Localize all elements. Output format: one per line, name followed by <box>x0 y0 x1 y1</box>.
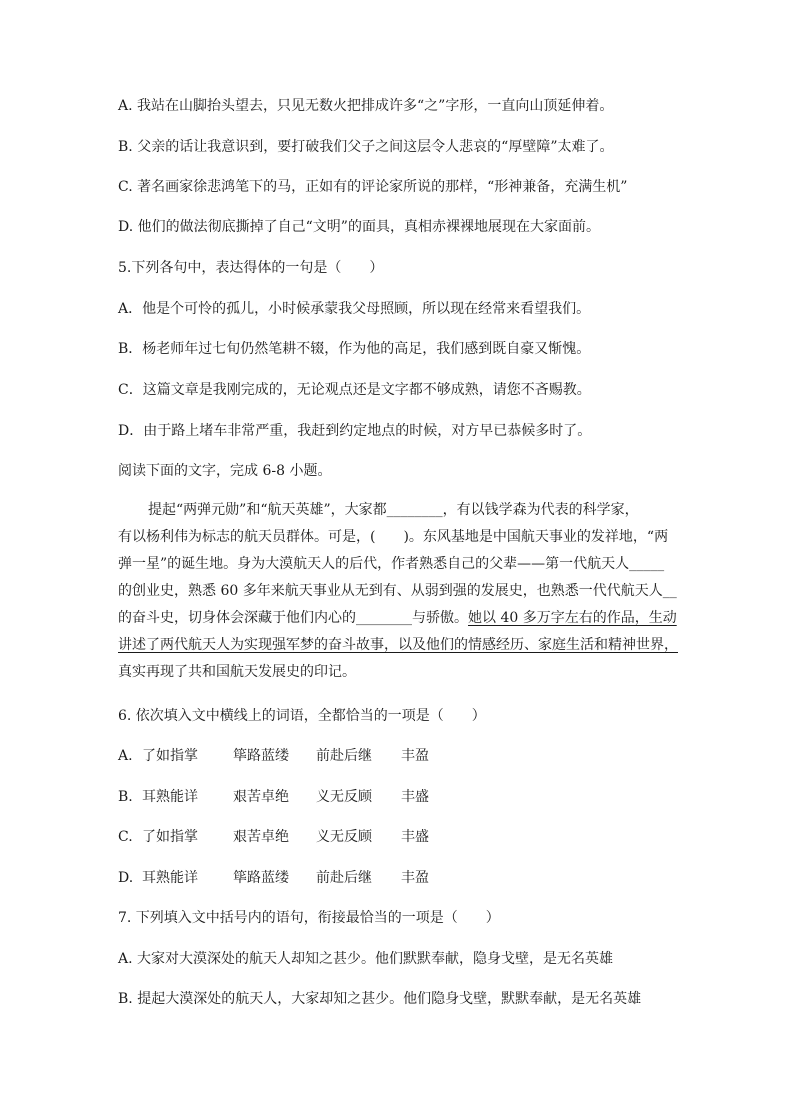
q4-option-a: A. 我站在山脚抬头望去，只见无数火把排成许多“之”字形，一直向山顶延伸着。 <box>118 98 614 114</box>
q6-option-d <box>118 868 429 888</box>
q6-option-a <box>118 746 429 766</box>
q5-option-d: D．由于路上堵车非常严重，我赶到约定地点的时候，对方早已恭候多时了。 <box>118 423 592 439</box>
option-word: 耳熟能详 <box>142 870 198 886</box>
q6-option-b <box>118 787 429 807</box>
passage-line: 有以杨利伟为标志的航天员群体。可是，( )。东风基地是中国航天事业的发祥地，“两 <box>118 529 669 545</box>
q4-option-c: C. 著名画家徐悲鸿笔下的马，正如有的评论家所说的那样，“形神兼备，充满生机” <box>118 179 628 195</box>
option-letter: B. <box>118 789 133 805</box>
q7-option-a: A. 大家对大漠深处的航天人却知之甚少。他们默默奉献，隐身戈壁，是无名英雄 <box>118 951 614 967</box>
option-letter: C. <box>118 829 133 845</box>
option-word: 艰苦卓绝 <box>233 829 289 845</box>
option-word: 前赴后继 <box>316 870 372 886</box>
reading-passage <box>118 497 678 686</box>
underlined-sentence: 她以 40 多万字左右的作品，生动 <box>468 610 677 626</box>
option-word: 丰盈 <box>401 748 429 764</box>
q5-option-b: B．杨老师年过七旬仍然笔耕不辍，作为他的高足，我们感到既自豪又惭愧。 <box>118 341 591 357</box>
passage-line: 弹一星”的诞生地。身为大漠航天人的后代，作者熟悉自己的父辈——第一代航天人_____ <box>118 556 665 572</box>
passage-line <box>118 605 678 632</box>
passage-line: 真实再现了共和国航天发展史的印记。 <box>118 664 356 680</box>
q5-stem: 5.下列各句中，表达得体的一句是（ ） <box>118 260 384 276</box>
q4-option-d: D. 他们的做法彻底撕掉了自己“文明”的面具，真相赤裸裸地展现在大家面前。 <box>118 219 600 235</box>
passage-line: 的创业史，熟悉 60 多年来航天事业从无到有、从弱到强的发展史，也熟悉一代代航天人__ <box>118 583 677 599</box>
option-word: 义无反顾 <box>316 789 372 805</box>
option-word: 了如指掌 <box>142 829 198 845</box>
option-word: 耳熟能详 <box>142 789 198 805</box>
option-word: 筚路蓝缕 <box>233 748 289 764</box>
reading-intro: 阅读下面的文字，完成 6-8 小题。 <box>118 463 332 479</box>
passage-text: 的奋斗史，切身体会深藏于他们内心的________与骄傲。 <box>118 610 468 626</box>
option-word: 了如指掌 <box>142 748 198 764</box>
q7-stem: 7. 下列填入文中括号内的语句，衔接最恰当的一项是（ ） <box>118 910 500 926</box>
underlined-sentence: 讲述了两代航天人为实现强军梦的奋斗故事，以及他们的情感经历、家庭生活和精神世界， <box>118 637 678 653</box>
q5-option-c: C．这篇文章是我刚完成的，无论观点还是文字都不够成熟，请您不吝赐教。 <box>118 382 591 398</box>
option-letter: A. <box>118 748 133 764</box>
q7-option-b: B. 提起大漠深处的航天人，大家却知之甚少。他们隐身戈壁，默默奉献，是无名英雄 <box>118 991 642 1007</box>
passage-line: 提起“两弹元勋”和“航天英雄”，大家都________，有以钱学森为代表的科学家， <box>148 502 639 518</box>
q5-option-a: A．他是个可怜的孤儿，小时候承蒙我父母照顾，所以现在经常来看望我们。 <box>118 301 591 317</box>
option-word: 丰盛 <box>401 789 429 805</box>
option-word: 艰苦卓绝 <box>233 789 289 805</box>
q6-stem: 6. 依次填入文中横线上的词语，全都恰当的一项是（ ） <box>118 708 486 724</box>
q4-option-b: B. 父亲的话让我意识到，要打破我们父子之间这层令人悲哀的“厚壁障”太难了。 <box>118 139 614 155</box>
option-word: 义无反顾 <box>316 829 372 845</box>
option-word: 前赴后继 <box>316 748 372 764</box>
option-word: 丰盛 <box>401 829 429 845</box>
option-word: 丰盈 <box>401 870 429 886</box>
q6-option-c <box>118 827 429 847</box>
option-word: 筚路蓝缕 <box>233 870 289 886</box>
option-letter: D. <box>118 870 134 886</box>
